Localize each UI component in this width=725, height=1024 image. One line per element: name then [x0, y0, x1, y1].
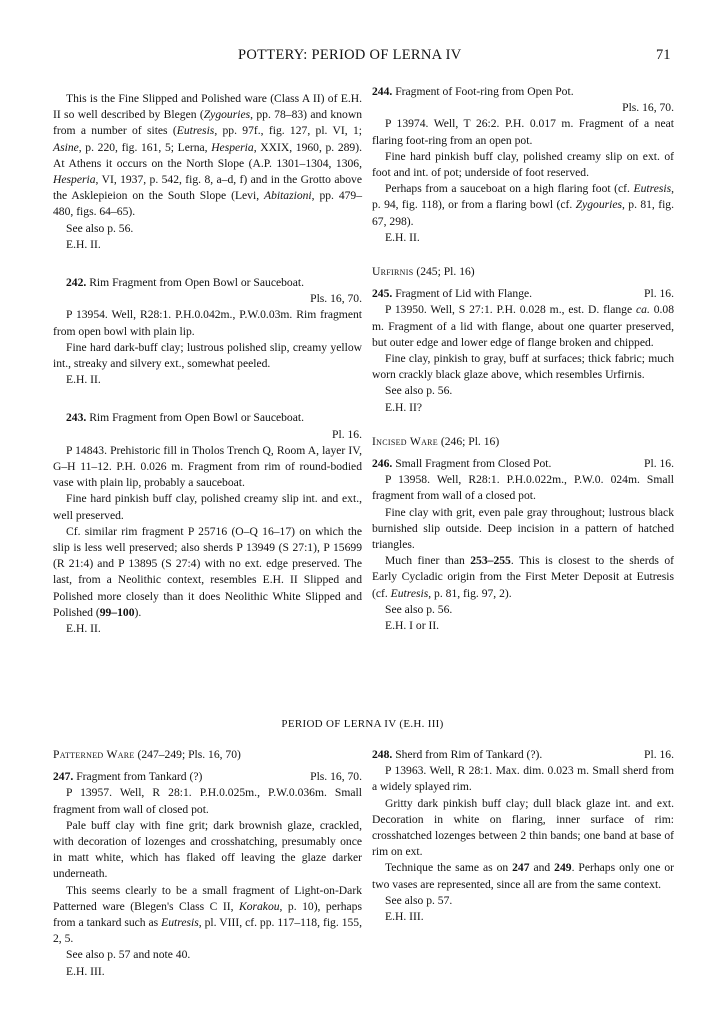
entry-description: P 13954. Well, R28:1. P.H.0.042m., P.W.0.03m. Rim fragment from open bowl with plain lip. [53, 308, 362, 338]
entry-fabric: Pale buff clay with fine grit; dark brownish glaze, crackled, with decoration of lozenges and crosshatching, presumably once in matt white, which has flaked off leaving the glaze darker underneath. [53, 818, 362, 881]
entry-comment: Cf. similar rim fragment P 25716 (O–Q 16–17) on which the slip is less well preserved; also sherds P 13949 (S 27:1), P 15699 (R 21:4) and P 13895 (S 27:4) with no ext. edge preserved. The last, from a Neolithic context, resembles E.H. II Slipped and Polished more closely than it does Neolithic White Slipped and Polished (99–100). [53, 524, 362, 619]
see-also: See also p. 57. [385, 893, 453, 907]
entry-title: 248. Sherd from Rim of Tankard (?). Pl. 16. [372, 747, 674, 763]
entry-period: E.H. II. [66, 622, 101, 636]
entry-plates: Pl. 16. [644, 287, 674, 301]
section-title: PERIOD OF LERNA IV (E.H. III) [281, 718, 444, 730]
catalog-entry-243 [53, 410, 362, 637]
entry-fabric: Fine hard pinkish buff clay, polished creamy slip on ext. of foot and int. of pot; underside of foot reserved. [372, 149, 674, 180]
entry-plates: Pl. 16. [332, 427, 362, 441]
period: E.H. II. [66, 237, 101, 251]
catalog-entry-242 [53, 275, 362, 388]
section-heading-urfirnis: Urfirnis (245; Pl. 16) [372, 265, 475, 279]
entry-title: 242. Rim Fragment from Open Bowl or Sauceboat. [66, 276, 304, 290]
section-heading-patterned: Patterned Ware (247–249; Pls. 16, 70) [53, 748, 241, 761]
catalog-entry-246 [372, 456, 674, 634]
catalog-entry-248 [372, 747, 674, 925]
page-header [0, 47, 725, 69]
bottom-left-column [53, 747, 362, 980]
entry-plates: Pls. 16, 70. [310, 770, 362, 784]
see-also: See also p. 56. [385, 384, 453, 398]
catalog-entry-247 [53, 769, 362, 980]
entry-description: P 13963. Well, R 28:1. Max. dim. 0.023 m. Small sherd from a widely splayed rim. [372, 764, 674, 794]
entry-description: P 13957. Well, R 28:1. P.H.0.025m., P.W.0.036m. Small fragment from wall of closed pot. [53, 786, 362, 816]
entry-period: E.H. II. [66, 373, 101, 387]
see-also: See also p. 57 and note 40. [66, 948, 191, 962]
bottom-right-column [372, 747, 674, 925]
entry-plates: Pls. 16, 70. [310, 292, 362, 306]
entry-plates: Pl. 16. [644, 748, 674, 761]
entry-comment: This seems clearly to be a small fragment of Light-on-Dark Patterned ware (Blegen's Class C II, Korakou, p. 10), perhaps from a tankard such as Eutresis, pl. VIII, cf. pp. 117–118, fig. 155, 2, 5. [53, 883, 362, 946]
entry-title: 244. Fragment of Foot-ring from Open Pot. [372, 85, 574, 98]
entry-period: E.H. I or II. [385, 619, 440, 633]
entry-period: E.H. III. [385, 910, 424, 924]
entry-period: E.H. III. [66, 964, 105, 978]
right-column [372, 84, 674, 634]
entry-description: P 13950. Well, S 27:1. P.H. 0.028 m., est. D. flange ca. 0.08 m. Fragment of a lid with flange, about one quarter preserved, but outer edge and lower edge of flange broken and chipped. [372, 303, 675, 349]
entry-description: P 13974. Well, T 26:2. P.H. 0.017 m. Fragment of a neat flaring foot-ring from an open pot. [372, 117, 674, 147]
intro-paragraph: This is the Fine Slipped and Polished ware (Class A II) of E.H. II so well described by Blegen (Zygouries, pp. 78–83) and known from a number of sites (Eutresis, pp. 97f., fig. 127, pl. VI, 1; Asine, p. 220, fig. 161, 5; Lerna, Hesperia, XXIX, 1960, p. 289). At Athens it occurs on the North Slope (A.P. 1301–1304, 1306, Hesperia, VI, 1937, p. 542, fig. 8, a–d, f) and in the Grotto above the Asklepieion on the South Slope (Levi, Abitazioni, pp. 479–480, figs. 64–65). [53, 92, 363, 219]
entry-description: P 14843. Prehistoric fill in Tholos Trench Q, Room A, layer IV, G–H 11–12. P.H. 0.026 m. Fragment from rim of round-bodied vase with plain lip, probably a sauceboat. [53, 443, 362, 490]
catalog-entry-245 [372, 286, 674, 416]
entry-fabric: Fine hard dark-buff clay; lustrous polished slip, creamy yellow int., streaky and silvery ext., somewhat peeled. [53, 340, 362, 371]
entry-title: 247. Fragment from Tankard (?) Pls. 16, 70. [53, 769, 362, 785]
entry-title: 243. Rim Fragment from Open Bowl or Sauceboat. [66, 411, 304, 425]
see-also: See also p. 56. [385, 602, 453, 616]
entry-title: 245. Fragment of Lid with Flange. Pl. 16. [372, 286, 674, 302]
see-also: See also p. 56. [66, 221, 134, 235]
entry-plates: Pls. 16, 70. [622, 101, 674, 115]
section-heading-incised: Incised Ware (246; Pl. 16) [372, 434, 500, 448]
entry-title: 246. Small Fragment from Closed Pot. Pl. 16. [372, 456, 674, 472]
entry-description: P 13958. Well, R28:1. P.H.0.022m., P.W.0. 024m. Small fragment from wall of a closed pot. [372, 473, 674, 503]
entry-period: E.H. II? [385, 400, 423, 414]
entry-comment: Much finer than 253–255. This is closest to the sherds of Early Cycladic origin from the First Meter Deposit at Eutresis (cf. Eutresis, p. 81, fig. 97, 2). [372, 554, 675, 600]
page-number: 71 [656, 47, 671, 63]
entry-comment: Technique the same as on 247 and 249. Perhaps only one or two vases are represented, since all are from the same context. [372, 861, 674, 891]
entry-fabric: Fine clay with grit, even pale gray throughout; lustrous black burnished slip outside. Deep incision in a pattern of hatched triangles. [372, 505, 674, 552]
running-title: POTTERY: PERIOD OF LERNA IV [238, 47, 462, 63]
entry-fabric: Gritty dark pinkish buff clay; dull black glaze int. and ext. Decoration in white on flaring, inner surface of rim: crosshatched lozenges between 2 thin bands; one band at base of rim on ext. [372, 796, 674, 859]
catalog-entry-244 [372, 84, 674, 246]
left-column [53, 91, 362, 637]
entry-comment: Perhaps from a sauceboat on a high flaring foot (cf. Eutresis, p. 94, fig. 118), or from a flaring bowl (cf. Zygouries, p. 81, fig. 67, 298). [372, 182, 674, 228]
entry-plates: Pl. 16. [644, 457, 674, 471]
entry-fabric: Fine clay, pinkish to gray, buff at surfaces; thick fabric; much worn crackly black glaze above, which resembles Urfirnis. [372, 352, 674, 382]
entry-fabric: Fine hard pinkish buff clay, polished creamy slip int. and ext., well preserved. [53, 492, 362, 522]
entry-period: E.H. II. [385, 230, 420, 244]
